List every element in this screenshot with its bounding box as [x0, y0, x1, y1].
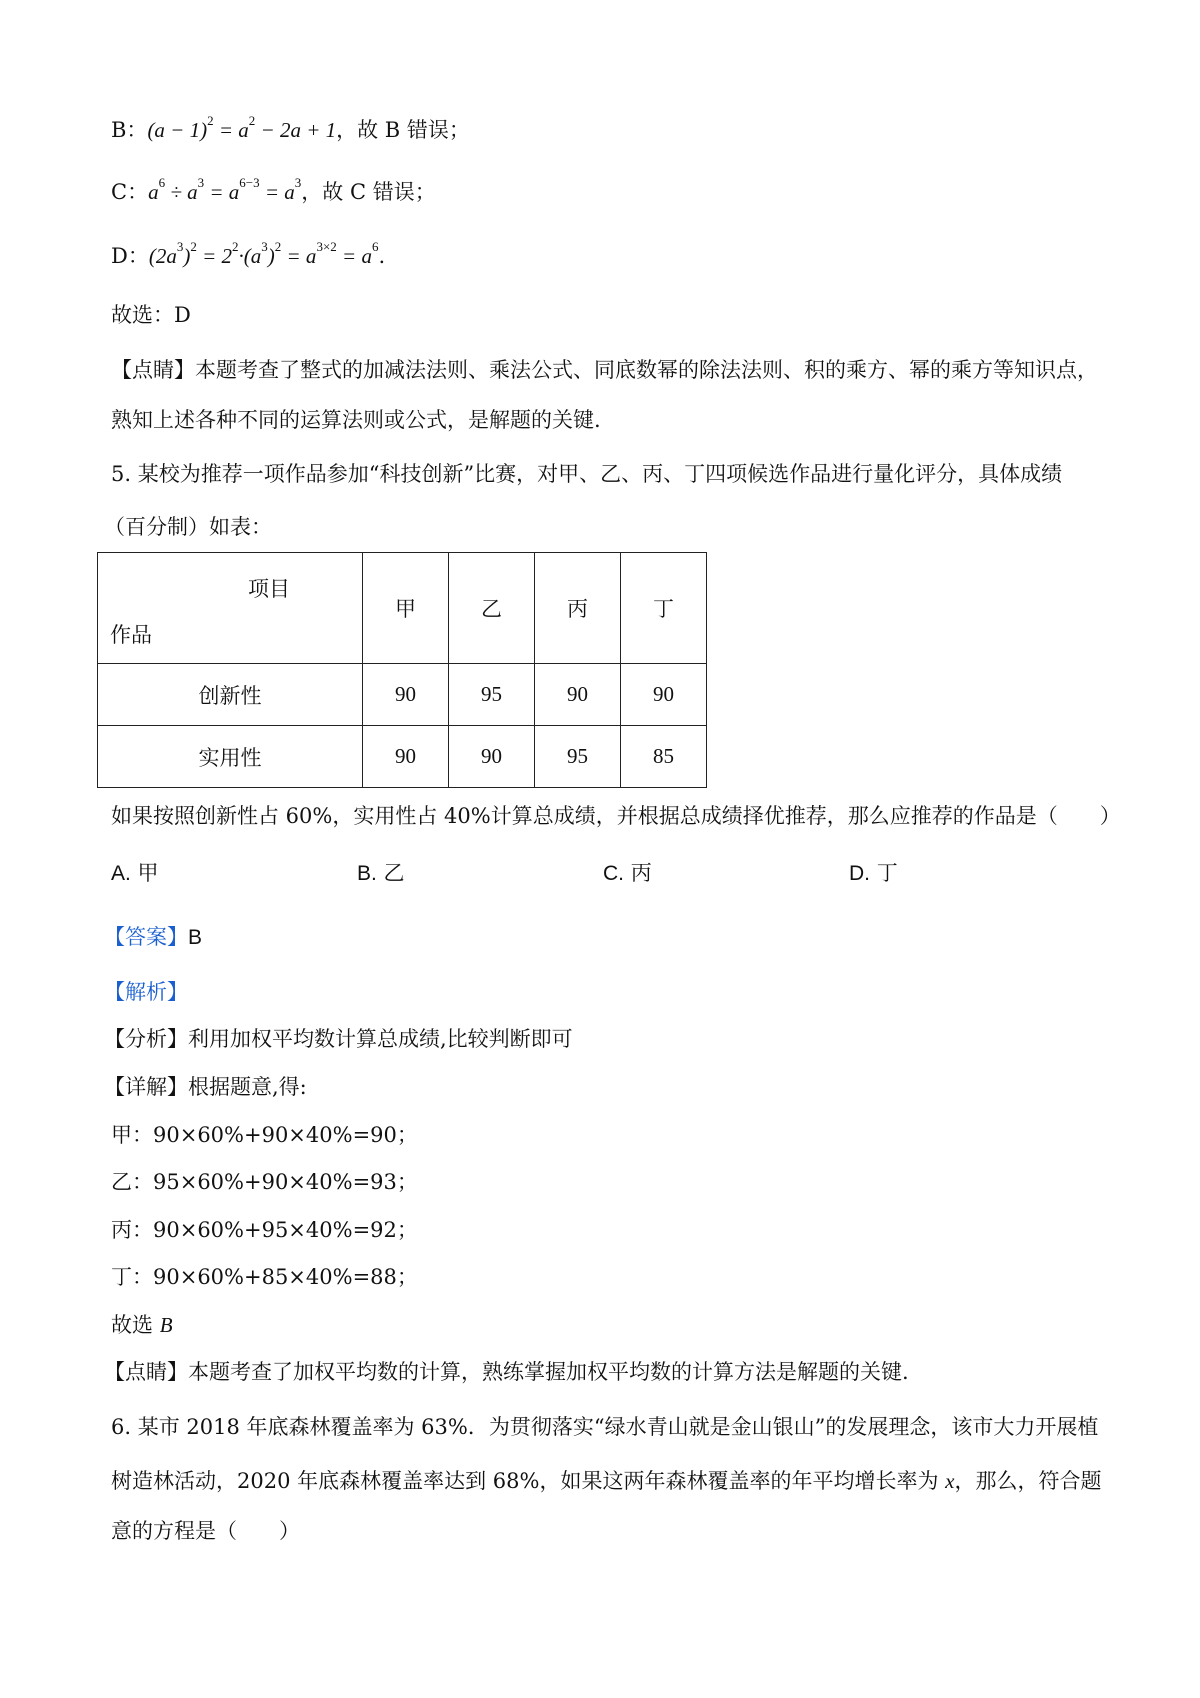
q5-question: 如果按照创新性占 60%，实用性占 40%计算总成绩，并根据总成绩择优推荐，那么应推荐的作品是（ ）	[111, 804, 1121, 828]
row-label: 创新性	[98, 664, 363, 726]
column-header: 丁	[621, 553, 707, 664]
column-header: 乙	[449, 553, 535, 664]
option-b[interactable]: B. 乙	[357, 861, 405, 885]
q5-choice: 故选 B	[111, 1313, 173, 1337]
table-cell: 90	[363, 664, 449, 726]
header-item-label: 项目	[248, 577, 290, 601]
table-cell: 90	[449, 726, 535, 788]
q6-line-2: 树造林活动，2020 年底森林覆盖率达到 68%，如果这两年森林覆盖率的年平均增长率为 x，那么，符合题	[111, 1469, 1102, 1493]
calc-line: 甲：90×60%+90×40%=90；	[111, 1123, 418, 1147]
table-cell: 90	[535, 664, 621, 726]
q5-options	[111, 857, 1011, 887]
table-header-row	[98, 553, 707, 664]
q5-stem-line-1: 5. 某校为推荐一项作品参加“科技创新”比赛，对甲、乙、丙、丁四项候选作品进行量化评分，具体成绩	[111, 462, 1063, 486]
table-row	[98, 664, 707, 726]
analysis-tag: 【解析】	[104, 980, 188, 1004]
remark-line-1: 【点睛】本题考查了整式的加减法法则、乘法公式、同底数幂的除法法则、积的乘方、幂的乘方等知识点，	[111, 358, 1098, 382]
table-corner-cell	[98, 553, 363, 664]
analysis-fenxi: 【分析】利用加权平均数计算总成绩,比较判断即可	[104, 1027, 573, 1051]
answer-value: B	[188, 926, 203, 949]
q5-remark: 【点睛】本题考查了加权平均数的计算，熟练掌握加权平均数的计算方法是解题的关键.	[104, 1360, 909, 1384]
option-c[interactable]: C. 丙	[603, 861, 652, 885]
q6-line-1: 6. 某市 2018 年底森林覆盖率为 63%．为贯彻落实“绿水青山就是金山银山”的发展理念，该市大力开展植	[111, 1415, 1099, 1439]
column-header: 丙	[535, 553, 621, 664]
table-cell: 85	[621, 726, 707, 788]
table-row	[98, 726, 707, 788]
solution-line-d: D：$(2a^3)^2 = 2^2\cdot(a^3)^2 = a^{3\times 2} = a^6$.	[111, 239, 386, 268]
solution-line-c: C：$a^6 \div a^3 = a^{6-3} = a^3$，故 C 错误；	[111, 175, 436, 204]
table-cell: 90	[621, 664, 707, 726]
q6-line-3: 意的方程是（ ）	[111, 1519, 300, 1543]
calc-line: 丙：90×60%+95×40%=92；	[111, 1218, 418, 1242]
choice-line-prev: 故选：D	[111, 303, 191, 327]
option-d[interactable]: D. 丁	[849, 861, 898, 885]
column-header: 甲	[363, 553, 449, 664]
calc-line: 乙：95×60%+90×40%=93；	[111, 1170, 418, 1194]
remark-line-2: 熟知上述各种不同的运算法则或公式，是解题的关键.	[111, 408, 601, 432]
answer-line	[104, 922, 202, 953]
table-cell: 90	[363, 726, 449, 788]
score-table	[97, 552, 707, 788]
option-a[interactable]: A. 甲	[111, 861, 159, 885]
q5-stem-line-2: （百分制）如表：	[104, 515, 272, 539]
calc-line: 丁：90×60%+85×40%=88；	[111, 1265, 418, 1289]
solution-line-b: B：$(a - 1)^2 = a^2 - 2a + 1$，故 B 错误；	[111, 113, 470, 142]
table-cell: 95	[449, 664, 535, 726]
header-work-label: 作品	[110, 623, 152, 647]
row-label: 实用性	[98, 726, 363, 788]
analysis-xiangjie: 【详解】根据题意,得:	[104, 1075, 307, 1099]
table-cell: 95	[535, 726, 621, 788]
answer-tag: 【答案】	[104, 925, 188, 949]
